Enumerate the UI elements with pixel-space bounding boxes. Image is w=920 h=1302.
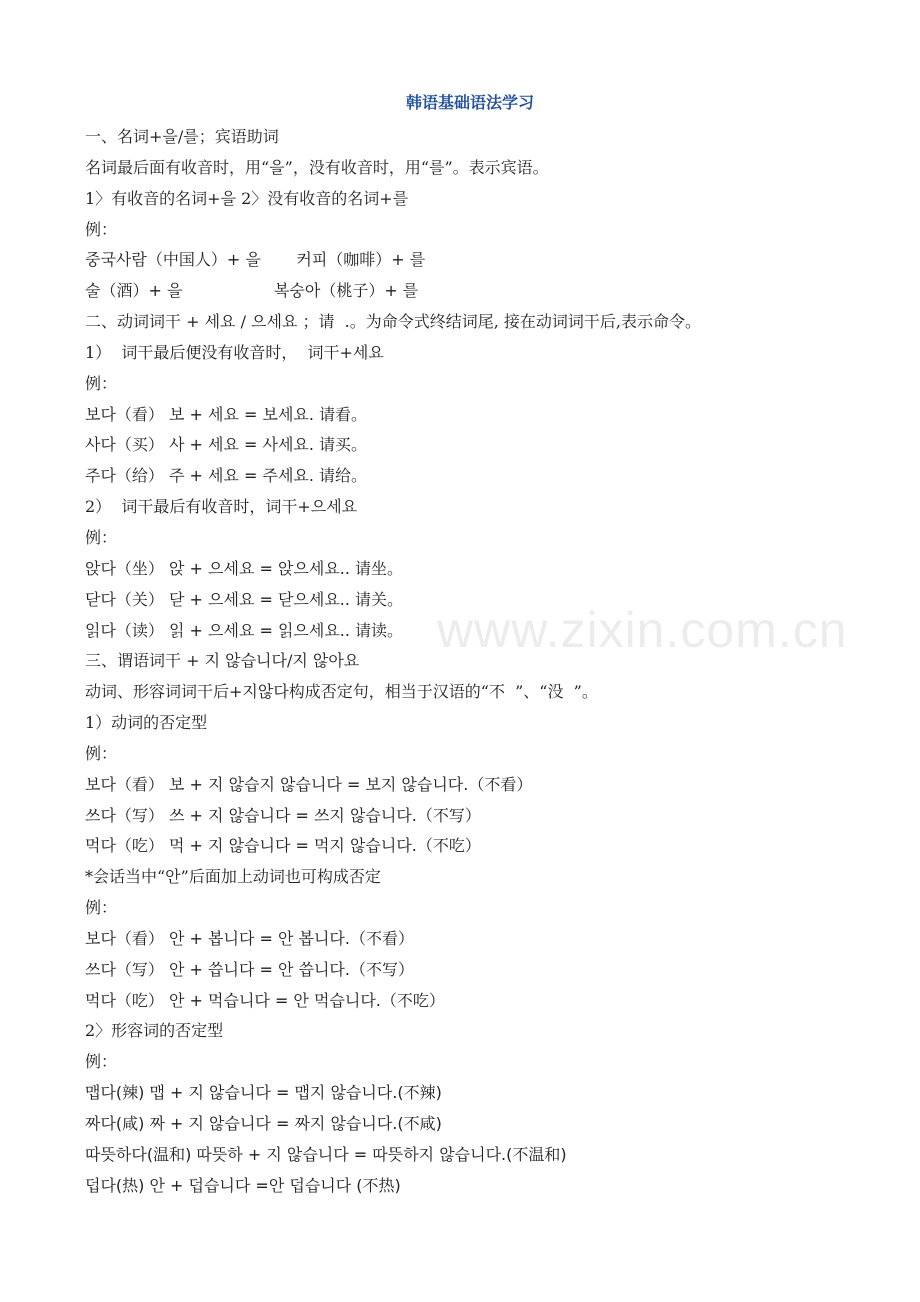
example-line: 맵다(辣) 맵 + 지 않습니다 = 맵지 않습니다.(不辣) (85, 1083, 442, 1103)
example-line: 술（酒）+ 을 복숭아（桃子）+ 를 (85, 281, 419, 301)
document-title: 韩语基础语法学习 (405, 93, 534, 112)
section-heading: 一、名词+을/를；宾语助词 (85, 127, 279, 146)
example-line: 따뜻하다(温和) 따뜻하 + 지 않습니다 = 따뜻하지 않습니다.(不温和) (85, 1144, 567, 1164)
example-line: 쓰다（写） 쓰 + 지 않습니다 = 쓰지 않습니다.（不写） (85, 805, 481, 825)
example-line: 읽다（读） 읽 + 으세요 = 읽으세요.. 请读。 (85, 620, 404, 640)
paragraph-line: 1） 词干最后便没有收音时， 词干+세요 (85, 342, 384, 362)
example-line: 주다（给） 주 + 세요 = 주세요. 请给。 (85, 466, 368, 486)
example-label: 例： (85, 1052, 118, 1072)
example-label: 例： (85, 898, 118, 918)
example-line: 먹다（吃） 안 + 먹습니다 = 안 먹습니다.（不吃） (85, 990, 445, 1010)
example-line: 덥다(热) 안 + 덥습니다 =안 덥습니다 (不热) (85, 1175, 401, 1195)
example-label: 例： (85, 527, 118, 547)
section-heading: 三、谓语词干 + 지 않습니다/지 않아요 (85, 651, 360, 671)
watermark: www.zixin.com.cn (437, 602, 848, 658)
paragraph-line: 2） 词干最后有收音时，词干+으세요 (85, 497, 358, 517)
paragraph-line: 1〉有收音的名词+을 2〉没有收音的名词+를 (85, 188, 409, 208)
example-label: 例： (85, 743, 118, 763)
section-heading: 二、动词词干 + 세요 / 으세요 ；请 .。为命令式终结词尾, 接在动词词干后,表示命令。 (85, 312, 702, 332)
example-line: 보다（看） 보 + 세요 = 보세요. 请看。 (85, 404, 368, 424)
example-label: 例： (85, 373, 118, 393)
example-line: 사다（买） 사 + 세요 = 사세요. 请买。 (85, 435, 368, 455)
example-line: 보다（看） 안 + 봅니다 = 안 봅니다.（不看） (85, 928, 414, 948)
paragraph-line: 名词最后面有收音时，用“을”，没有收音时，用“를”。表示宾语。 (85, 157, 549, 177)
document-body (85, 122, 865, 1202)
paragraph-line: 动词、形容词词干后+지않다构成否定句，相当于汉语的“不 ”、“没 ”。 (85, 682, 598, 702)
example-line: 보다（看） 보 + 지 않습지 않습니다 = 보지 않습니다.（不看） (85, 774, 533, 794)
example-line: 먹다（吃） 먹 + 지 않습니다 = 먹지 않습니다.（不吃） (85, 836, 481, 856)
example-line: 짜다(咸) 짜 + 지 않습니다 = 짜지 않습니다.(不咸) (85, 1114, 442, 1133)
paragraph-line: *会话当中“안”后面加上动词也可构成否定 (85, 867, 381, 887)
paragraph-line: 1）动词的否定型 (85, 713, 208, 733)
example-label: 例： (85, 219, 118, 239)
example-line: 닫다（关） 닫 + 으세요 = 닫으세요.. 请关。 (85, 589, 404, 609)
example-line: 중국사람（中国人）+ 을 커피（咖啡）+ 를 (85, 250, 426, 270)
example-line: 쓰다（写） 안 + 씁니다 = 안 씁니다.（不写） (85, 959, 414, 979)
paragraph-line: 2〉形容词的否定型 (85, 1021, 224, 1041)
example-line: 앉다（坐） 앉 + 으세요 = 앉으세요.. 请坐。 (85, 558, 404, 578)
